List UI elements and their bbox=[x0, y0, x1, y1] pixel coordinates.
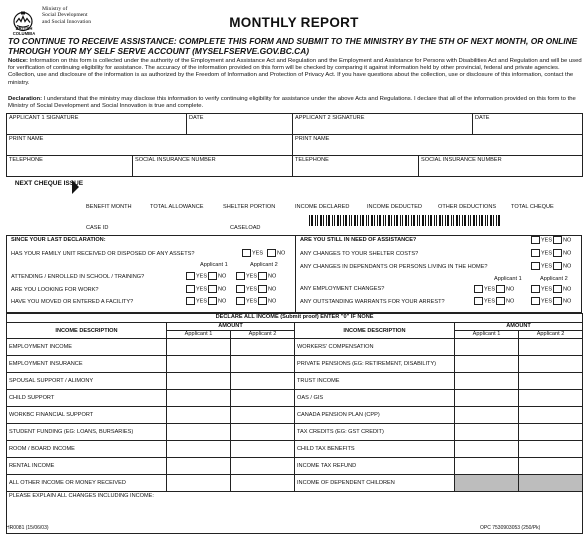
applicant1-date-field[interactable]: DATE bbox=[187, 114, 293, 135]
checkbox[interactable] bbox=[496, 297, 505, 305]
moved-applicant1-no[interactable]: NO bbox=[208, 297, 226, 305]
checkbox[interactable] bbox=[258, 285, 267, 293]
checkbox[interactable] bbox=[186, 272, 195, 280]
checkbox[interactable] bbox=[236, 272, 245, 280]
applicant1-sin-field[interactable]: SOCIAL INSURANCE NUMBER bbox=[133, 156, 293, 177]
applicant2-amount-input[interactable] bbox=[519, 373, 583, 390]
applicant2-col-label: Applicant 2 bbox=[250, 262, 278, 268]
shelter-costs-question: ANY CHANGES TO YOUR SHELTER COSTS? bbox=[300, 251, 419, 257]
moved-applicant1-yes[interactable]: YES bbox=[186, 297, 207, 305]
cheque-shelter-portion: SHELTER PORTION bbox=[223, 204, 276, 210]
notice-paragraph: Notice: Information on this form is collected under the authority of the Employment and Assistance Act and Regulation and the Employment and Assistance for Persons with Disabilities Act and Regulation and will be used for verification of continuing eligibility for assistance. The accuracy of the information provided on this form will be checked by comparing it against information held by other provincial, federal and private agencies. Collection, use and disclosure of the information is as authorized by the Freedom of Information and Protection of Privacy Act. If you have questions about the collection, use or disclosure of this information, contact the ministry. bbox=[8, 58, 582, 86]
applicant1-col-label: Applicant 1 bbox=[200, 262, 228, 268]
income-label: INCOME OF DEPENDENT CHILDREN bbox=[295, 475, 455, 492]
ministry-name: Ministry of Social Development and Social Innovation bbox=[42, 6, 92, 25]
questions-divider bbox=[295, 236, 296, 312]
warrants-applicant2-yes[interactable]: YES bbox=[531, 297, 552, 305]
checkbox[interactable] bbox=[474, 285, 483, 293]
income-label: OAS / GIS bbox=[295, 390, 455, 407]
applicant1-amount-input[interactable] bbox=[455, 356, 519, 373]
checkbox[interactable] bbox=[186, 297, 195, 305]
applicant2-sin-field[interactable]: SOCIAL INSURANCE NUMBER bbox=[419, 156, 583, 177]
applicant1-print-name-field[interactable]: PRINT NAME bbox=[7, 135, 293, 156]
arrow-right-icon bbox=[72, 180, 79, 194]
checkbox[interactable] bbox=[553, 236, 562, 244]
still-need-heading: ARE YOU STILL IN NEED OF ASSISTANCE? bbox=[300, 237, 417, 243]
applicant1-amount-input[interactable] bbox=[455, 424, 519, 441]
checkbox[interactable] bbox=[236, 297, 245, 305]
case-id-label: CASE ID bbox=[86, 225, 109, 231]
looking-for-work-applicant2-yes[interactable]: YES bbox=[236, 285, 257, 293]
applicant2-signature-field[interactable]: APPLICANT 2 SIGNATURE bbox=[293, 114, 473, 135]
employment-changes-applicant2-no[interactable]: NO bbox=[553, 285, 571, 293]
applicant2-amount-input[interactable] bbox=[231, 356, 295, 373]
checkbox[interactable] bbox=[208, 272, 217, 280]
applicant2-amount-input[interactable] bbox=[231, 339, 295, 356]
province-name: BRITISH COLUMBIA bbox=[12, 26, 36, 36]
checkbox[interactable] bbox=[208, 285, 217, 293]
warrants-question: ANY OUTSTANDING WARRANTS FOR YOUR ARREST? bbox=[300, 299, 445, 305]
applicant2-amount-input[interactable] bbox=[231, 424, 295, 441]
declare-income-header: DECLARE ALL INCOME (Submit proof) ENTER "0" IF NONE bbox=[7, 314, 583, 323]
assets-no[interactable]: NO bbox=[267, 249, 285, 257]
warrants-applicant2-no[interactable]: NO bbox=[553, 297, 571, 305]
checkbox[interactable] bbox=[236, 285, 245, 293]
shelter-costs-yes[interactable]: YES bbox=[531, 249, 552, 257]
applicant2-amount-input[interactable] bbox=[519, 424, 583, 441]
moved-applicant2-yes[interactable]: YES bbox=[236, 297, 257, 305]
applicant1-amount-input[interactable] bbox=[167, 458, 231, 475]
moved-applicant2-no[interactable]: NO bbox=[258, 297, 276, 305]
dependants-yes[interactable]: YES bbox=[531, 262, 552, 270]
income-label: TRUST INCOME bbox=[295, 373, 455, 390]
still-need-yes[interactable]: YES bbox=[531, 236, 552, 244]
moved-question: HAVE YOU MOVED OR ENTERED A FACILITY? bbox=[11, 299, 134, 305]
applicant2-amount-input[interactable] bbox=[231, 390, 295, 407]
applicant2-amount-input[interactable] bbox=[231, 373, 295, 390]
income-label: ROOM / BOARD INCOME bbox=[7, 441, 167, 458]
checkbox[interactable] bbox=[553, 249, 562, 257]
applicant2-telephone-field[interactable]: TELEPHONE bbox=[293, 156, 419, 177]
school-question: ATTENDING / ENROLLED IN SCHOOL / TRAINING? bbox=[11, 274, 145, 280]
applicant2-amount-input[interactable] bbox=[519, 475, 583, 492]
warrants-applicant1-no[interactable]: NO bbox=[496, 297, 514, 305]
applicant2-date-field[interactable]: DATE bbox=[473, 114, 583, 135]
income-description-header-left: INCOME DESCRIPTION bbox=[7, 323, 167, 339]
checkbox[interactable] bbox=[531, 297, 540, 305]
still-need-no[interactable]: NO bbox=[553, 236, 571, 244]
assets-yes[interactable]: YES bbox=[242, 249, 263, 257]
income-label: WORKBC FINANCIAL SUPPORT bbox=[7, 407, 167, 424]
applicant1-amount-input[interactable] bbox=[167, 373, 231, 390]
right-applicant1-col-label: Applicant 1 bbox=[494, 276, 522, 282]
income-label: CHILD TAX BENEFITS bbox=[295, 441, 455, 458]
amount-header-left: AMOUNT bbox=[167, 323, 295, 331]
assets-question: HAS YOUR FAMILY UNIT RECEIVED OR DISPOSED OF ANY ASSETS? bbox=[11, 251, 195, 257]
contact-table bbox=[6, 155, 583, 177]
right-applicant2-col-label: Applicant 2 bbox=[540, 276, 568, 282]
checkbox[interactable] bbox=[186, 285, 195, 293]
opc-number: OPC 7530903053 (250/Pk) bbox=[480, 525, 541, 531]
checkbox[interactable] bbox=[258, 272, 267, 280]
barcode bbox=[309, 215, 501, 226]
dependants-no[interactable]: NO bbox=[553, 262, 571, 270]
applicant1-amount-input[interactable] bbox=[455, 373, 519, 390]
declaration-paragraph: Declaration: I understand that the ministry may disclose this information to verify continuing eligibility for assistance under the above Acts and Regulations. I declare that all of the information provided on this form to the Ministry of Social Development and Social Innovation is true and complete. bbox=[8, 96, 576, 110]
cheque-total-allowance: TOTAL ALLOWANCE bbox=[150, 204, 204, 210]
income-label: PRIVATE PENSIONS (EG: RETIREMENT, DISABILITY) bbox=[295, 356, 455, 373]
cheque-other-deductions: OTHER DEDUCTIONS bbox=[438, 204, 497, 210]
cheque-income-deducted: INCOME DEDUCTED bbox=[367, 204, 423, 210]
applicant1-amount-input[interactable] bbox=[167, 407, 231, 424]
income-table bbox=[6, 313, 583, 534]
looking-for-work-question: ARE YOU LOOKING FOR WORK? bbox=[11, 287, 99, 293]
checkbox[interactable] bbox=[267, 249, 276, 257]
form-subtitle: TO CONTINUE TO RECEIVE ASSISTANCE: COMPLETE THIS FORM AND SUBMIT TO THE MINISTRY BY THE 5TH OF NEXT MONTH, OR ONLINE THROUGH YOUR MY SELF SERVE ACCOUNT (MYSELFSERVE.GOV.BC.CA) bbox=[8, 36, 578, 56]
school-applicant2-yes[interactable]: YES bbox=[236, 272, 257, 280]
employment-changes-applicant1-no[interactable]: NO bbox=[496, 285, 514, 293]
cheque-total-cheque: TOTAL CHEQUE bbox=[511, 204, 554, 210]
applicant1-amount-input[interactable] bbox=[455, 407, 519, 424]
applicant2-print-name-field[interactable]: PRINT NAME bbox=[293, 135, 583, 156]
looking-for-work-applicant1-yes[interactable]: YES bbox=[186, 285, 207, 293]
income-row bbox=[7, 373, 583, 390]
income-row bbox=[7, 339, 583, 356]
checkbox[interactable] bbox=[553, 285, 562, 293]
applicant1-amount-input[interactable] bbox=[167, 424, 231, 441]
checkbox[interactable] bbox=[553, 297, 562, 305]
applicant2-amount-input[interactable] bbox=[519, 356, 583, 373]
next-cheque-label: NEXT CHEQUE ISSUE bbox=[14, 180, 84, 187]
looking-for-work-applicant1-no[interactable]: NO bbox=[208, 285, 226, 293]
warrants-applicant1-yes[interactable]: YES bbox=[474, 297, 495, 305]
applicant2-amount-input[interactable] bbox=[231, 458, 295, 475]
income-label: INCOME TAX REFUND bbox=[295, 458, 455, 475]
income-row bbox=[7, 475, 583, 492]
applicant2-amount-input[interactable] bbox=[519, 339, 583, 356]
applicant1-header-right: Applicant 1 bbox=[455, 331, 519, 339]
applicant1-amount-input[interactable] bbox=[167, 339, 231, 356]
checkbox[interactable] bbox=[531, 262, 540, 270]
income-label: TAX CREDITS (EG: GST CREDIT) bbox=[295, 424, 455, 441]
caseload-label: CASELOAD bbox=[230, 225, 261, 231]
income-row bbox=[7, 390, 583, 407]
applicant1-amount-input[interactable] bbox=[167, 356, 231, 373]
income-row bbox=[7, 407, 583, 424]
applicant1-amount-input[interactable] bbox=[167, 441, 231, 458]
applicant2-amount-input[interactable] bbox=[231, 441, 295, 458]
checkbox[interactable] bbox=[531, 236, 540, 244]
applicant1-amount-input[interactable] bbox=[455, 390, 519, 407]
dependants-question: ANY CHANGES IN DEPENDANTS OR PERSONS LIVING IN THE HOME? bbox=[300, 264, 488, 270]
school-applicant1-no[interactable]: NO bbox=[208, 272, 226, 280]
income-label: CANADA PENSION PLAN (CPP) bbox=[295, 407, 455, 424]
income-row bbox=[7, 424, 583, 441]
cheque-benefit-month: BENEFIT MONTH bbox=[86, 204, 132, 210]
applicant2-amount-input[interactable] bbox=[519, 458, 583, 475]
applicant2-amount-input[interactable] bbox=[231, 407, 295, 424]
applicant1-amount-input[interactable] bbox=[455, 441, 519, 458]
checkbox[interactable] bbox=[553, 262, 562, 270]
checkbox[interactable] bbox=[258, 297, 267, 305]
shelter-costs-no[interactable]: NO bbox=[553, 249, 571, 257]
applicant1-telephone-field[interactable]: TELEPHONE bbox=[7, 156, 133, 177]
income-label: CHILD SUPPORT bbox=[7, 390, 167, 407]
school-applicant1-yes[interactable]: YES bbox=[186, 272, 207, 280]
income-label: STUDENT FUNDING (EG: LOANS, BURSARIES) bbox=[7, 424, 167, 441]
applicant2-header-left: Applicant 2 bbox=[231, 331, 295, 339]
explain-changes-field[interactable]: PLEASE EXPLAIN ALL CHANGES INCLUDING INCOME: bbox=[7, 492, 583, 534]
applicant2-amount-input[interactable] bbox=[519, 441, 583, 458]
applicant2-header-right: Applicant 2 bbox=[519, 331, 583, 339]
income-row bbox=[7, 356, 583, 373]
income-row bbox=[7, 458, 583, 475]
applicant1-amount-input[interactable] bbox=[167, 390, 231, 407]
checkbox[interactable] bbox=[496, 285, 505, 293]
amount-header-right: AMOUNT bbox=[455, 323, 583, 331]
applicant1-amount-input[interactable] bbox=[455, 339, 519, 356]
income-label: EMPLOYMENT INSURANCE bbox=[7, 356, 167, 373]
cheque-income-declared: INCOME DECLARED bbox=[295, 204, 350, 210]
applicant2-amount-input[interactable] bbox=[231, 475, 295, 492]
income-row bbox=[7, 441, 583, 458]
signature-table bbox=[6, 113, 583, 156]
income-label: RENTAL INCOME bbox=[7, 458, 167, 475]
checkbox[interactable] bbox=[474, 297, 483, 305]
income-label: SPOUSAL SUPPORT / ALIMONY bbox=[7, 373, 167, 390]
looking-for-work-applicant2-no[interactable]: NO bbox=[258, 285, 276, 293]
form-id: HR0081 (15/06/03) bbox=[6, 525, 49, 531]
school-applicant2-no[interactable]: NO bbox=[258, 272, 276, 280]
applicant1-signature-field[interactable]: APPLICANT 1 SIGNATURE bbox=[7, 114, 187, 135]
income-label: ALL OTHER INCOME OR MONEY RECEIVED bbox=[7, 475, 167, 492]
applicant1-amount-input[interactable] bbox=[167, 475, 231, 492]
employment-changes-applicant2-yes[interactable]: YES bbox=[531, 285, 552, 293]
since-last-heading: SINCE YOUR LAST DECLARATION: bbox=[11, 237, 106, 243]
income-description-header-right: INCOME DESCRIPTION bbox=[295, 323, 455, 339]
employment-changes-question: ANY EMPLOYMENT CHANGES? bbox=[300, 286, 385, 292]
checkbox[interactable] bbox=[531, 249, 540, 257]
checkbox[interactable] bbox=[208, 297, 217, 305]
applicant2-amount-input[interactable] bbox=[519, 407, 583, 424]
applicant2-amount-input[interactable] bbox=[519, 390, 583, 407]
checkbox[interactable] bbox=[242, 249, 251, 257]
applicant1-amount-input[interactable] bbox=[455, 458, 519, 475]
form-title: MONTHLY REPORT bbox=[229, 15, 359, 30]
applicant1-amount-input[interactable] bbox=[455, 475, 519, 492]
employment-changes-applicant1-yes[interactable]: YES bbox=[474, 285, 495, 293]
checkbox[interactable] bbox=[531, 285, 540, 293]
income-label: EMPLOYMENT INCOME bbox=[7, 339, 167, 356]
applicant1-header-left: Applicant 1 bbox=[167, 331, 231, 339]
income-label: WORKERS' COMPENSATION bbox=[295, 339, 455, 356]
